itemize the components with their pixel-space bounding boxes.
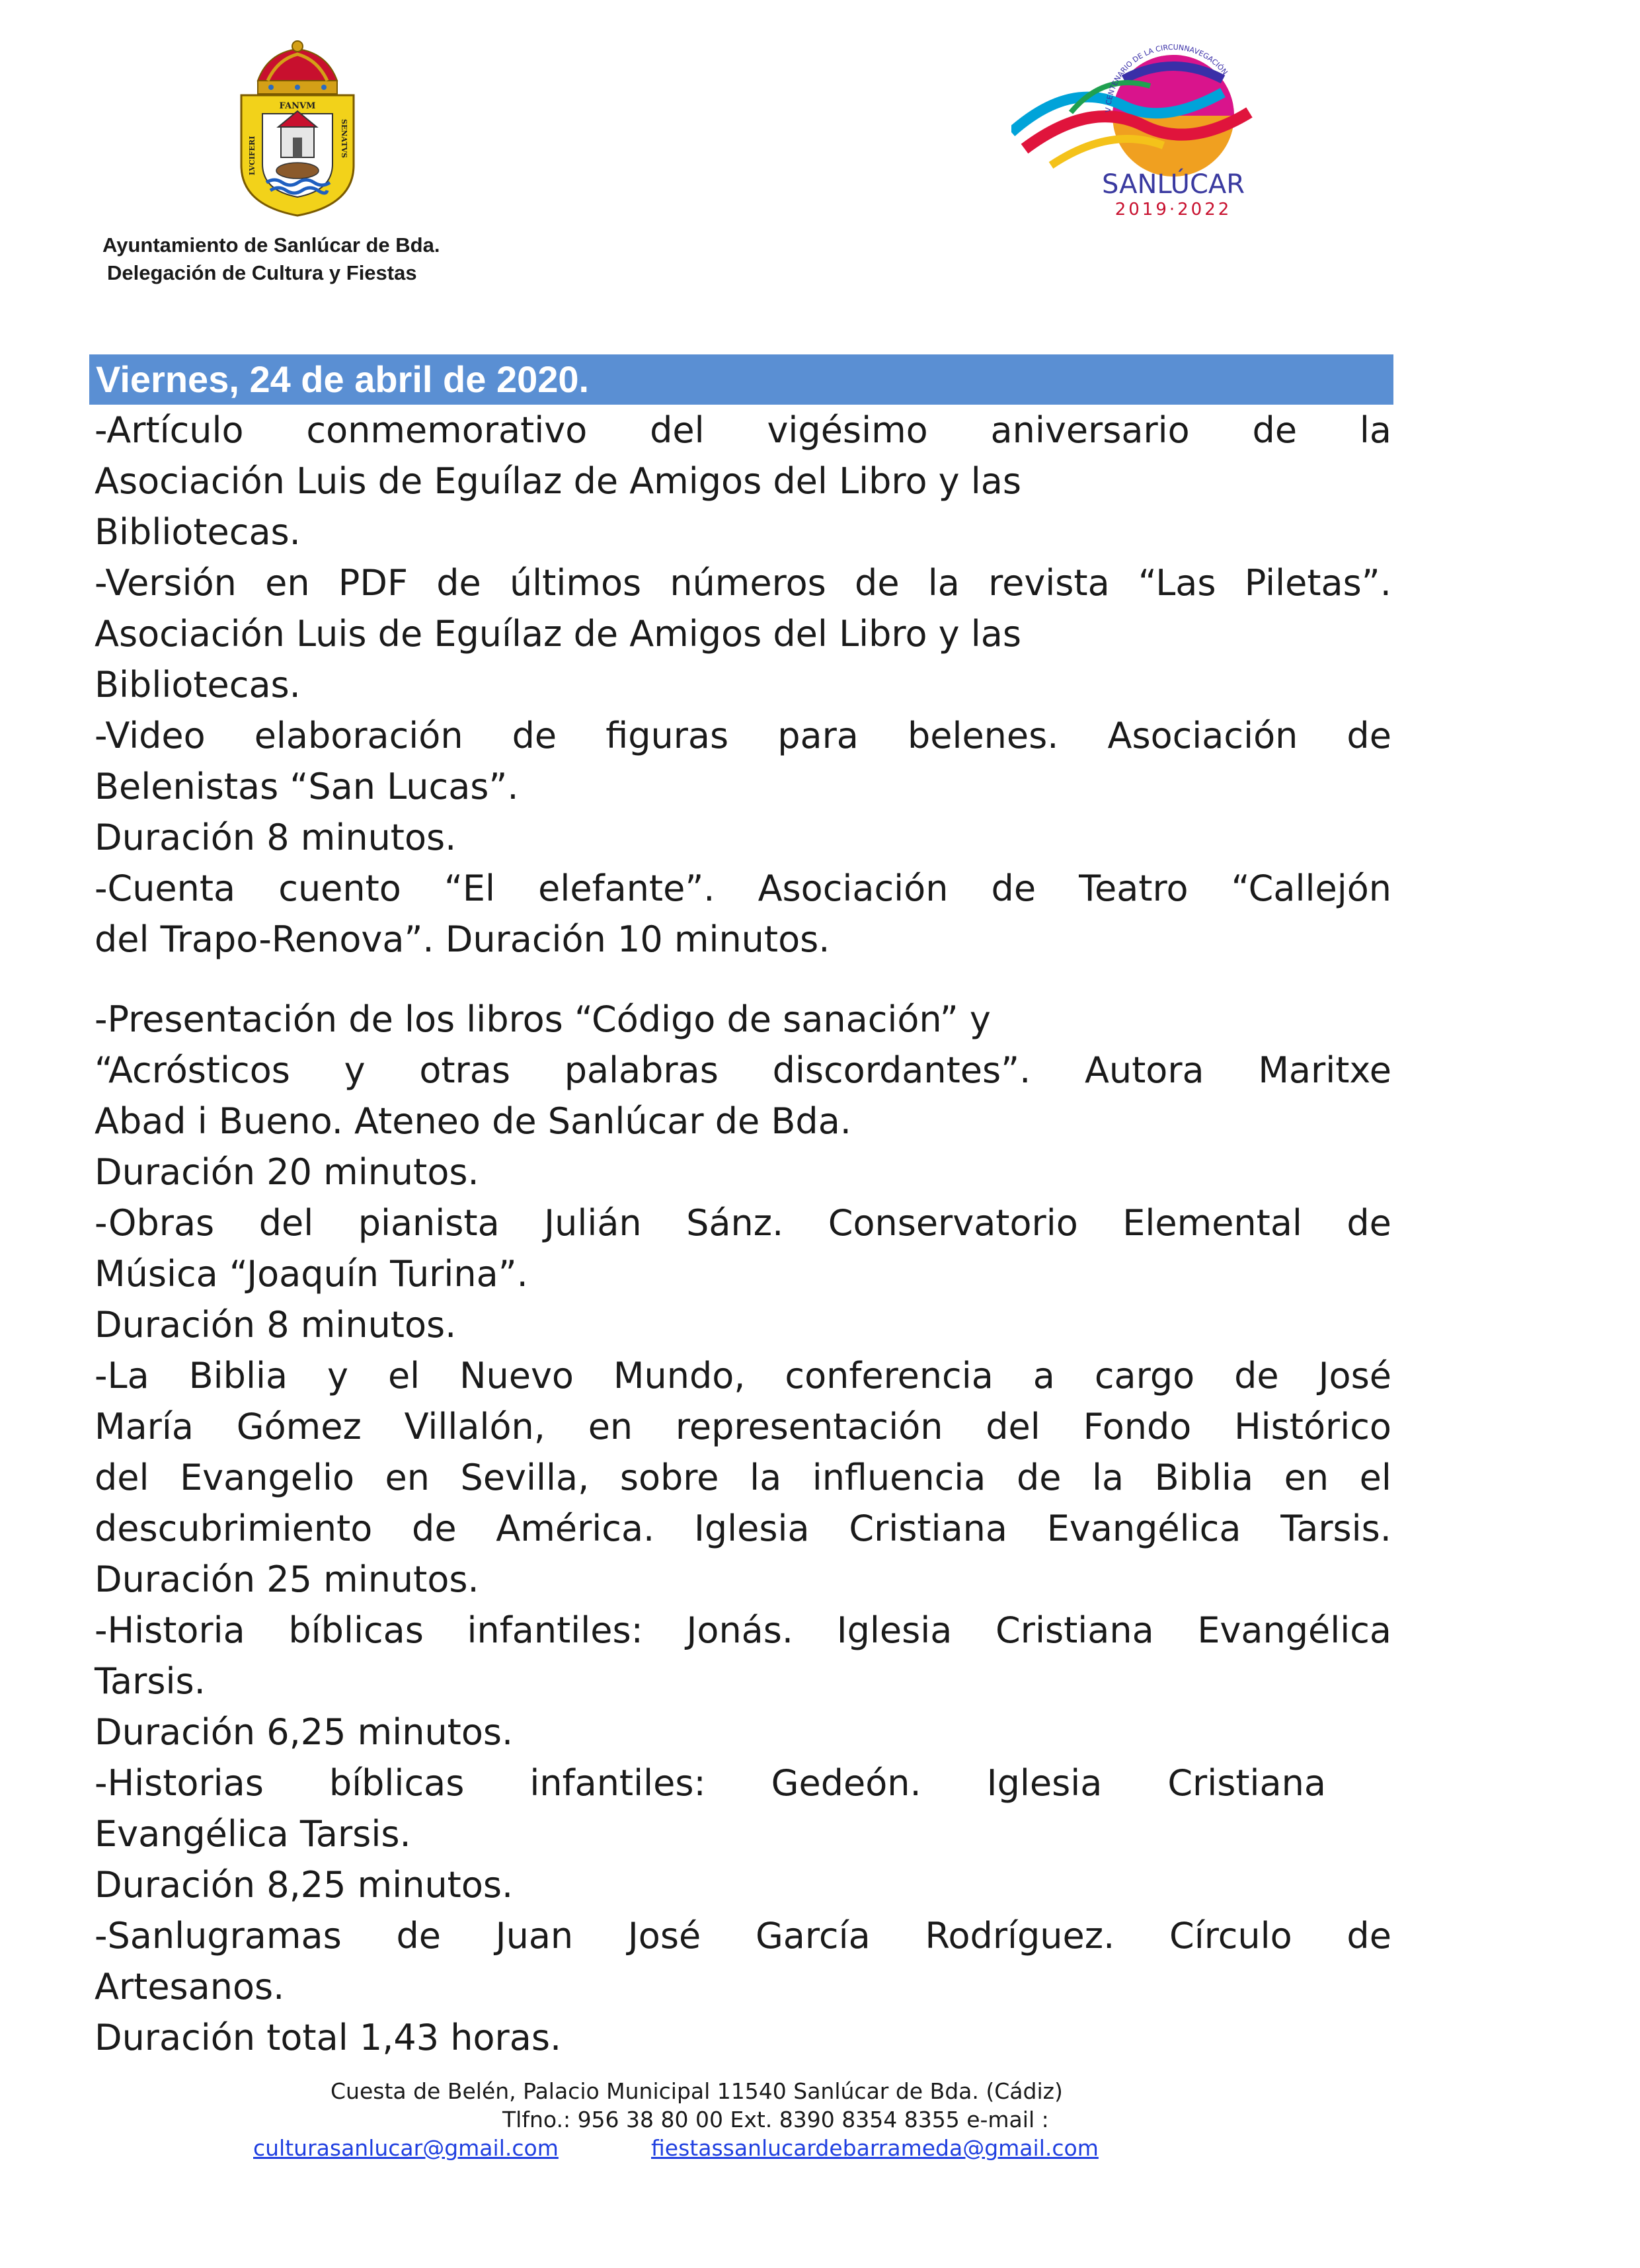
date-heading: Viernes, 24 de abril de 2020. (96, 358, 590, 400)
word: Rodríguez. (925, 1915, 1115, 1957)
word: Tarsis. (1280, 1508, 1391, 1549)
word: en (1284, 1457, 1329, 1498)
word: “El (444, 868, 496, 909)
word: el (1359, 1457, 1391, 1498)
word: Piletas”. (1244, 562, 1391, 604)
word: Julián (544, 1202, 642, 1244)
word: de (1347, 1202, 1391, 1244)
word: cuento (278, 868, 401, 909)
word: -Historia (95, 1609, 245, 1651)
word: Cristiana (996, 1609, 1154, 1651)
word: el (387, 1355, 420, 1397)
word: conmemorativo (306, 409, 588, 451)
word: José (627, 1915, 701, 1957)
text-line (95, 710, 1391, 761)
centenary-logo (1011, 33, 1322, 218)
text-line (95, 1605, 1391, 1656)
word: Juan (495, 1915, 574, 1957)
word: a (1033, 1355, 1055, 1397)
word: Evangelio (180, 1457, 354, 1498)
word: de (396, 1915, 441, 1957)
word: -Artículo (95, 409, 244, 451)
word: -Obras (95, 1202, 215, 1244)
word: la (927, 562, 960, 604)
word: la (1359, 409, 1391, 451)
text-line (95, 1197, 1391, 1248)
word: de (1016, 1457, 1062, 1498)
word: en (588, 1406, 633, 1447)
word: -Historias (95, 1762, 264, 1804)
word: discordantes”. (772, 1049, 1031, 1091)
word: vigésimo (767, 409, 928, 451)
word: José (1318, 1355, 1391, 1397)
word: “Callejón (1231, 868, 1391, 909)
text-line: Duración total 1,43 horas. (95, 2017, 562, 2058)
text-line (95, 1045, 1391, 1096)
word: Teatro (1079, 868, 1189, 909)
text-line (95, 1503, 1391, 1554)
word: Maritxe (1258, 1049, 1391, 1091)
word: números (670, 562, 826, 604)
coat-of-arms-logo (228, 40, 367, 218)
word: en (265, 562, 310, 604)
word: para (777, 715, 859, 756)
word: belenes. (907, 715, 1059, 756)
text-line (95, 1350, 1391, 1401)
word: de (1347, 1915, 1391, 1957)
text-line: Belenistas “San Lucas”. (95, 766, 519, 807)
word: la (1092, 1457, 1124, 1498)
word: palabras (564, 1049, 719, 1091)
paragraph-gap (95, 965, 1391, 994)
word: del (986, 1406, 1040, 1447)
svg-text:LVCIFERI: LVCIFERI (248, 136, 256, 175)
word: Villalón, (404, 1406, 545, 1447)
word: Sánz. (686, 1202, 784, 1244)
word: -Cuenta (95, 868, 236, 909)
word: y (327, 1355, 348, 1397)
word: Sevilla, (460, 1457, 590, 1498)
word: Evangélica (1046, 1508, 1241, 1549)
word: la (750, 1457, 782, 1498)
word: infantiles: (529, 1762, 706, 1804)
word: bíblicas (329, 1762, 465, 1804)
word: Iglesia (836, 1609, 953, 1651)
word: Iglesia (693, 1508, 810, 1549)
text-line: Duración 8 minutos. (95, 1304, 457, 1346)
word: Biblia (188, 1355, 288, 1397)
word: García (755, 1915, 871, 1957)
word: infantiles: (467, 1609, 643, 1651)
text-line: Bibliotecas. (95, 511, 301, 553)
text-line: Asociación Luis de Eguílaz de Amigos del Libro y las (95, 613, 1021, 655)
word: elaboración (254, 715, 463, 756)
word: de (991, 868, 1036, 909)
text-line: Bibliotecas. (95, 664, 301, 706)
footer-address: Cuesta de Belén, Palacio Municipal 11540 Sanlúcar de Bda. (Cádiz) (331, 2078, 1063, 2104)
word: representación (675, 1406, 943, 1447)
word: del (258, 1202, 314, 1244)
word: bíblicas (288, 1609, 424, 1651)
date-banner (89, 354, 1393, 405)
word: de (1252, 409, 1298, 451)
word: Círculo (1169, 1915, 1292, 1957)
text-line: Duración 8 minutos. (95, 817, 457, 858)
text-line (95, 1910, 1391, 1961)
word: de (855, 562, 900, 604)
word: pianista (358, 1202, 500, 1244)
word: Cristiana (849, 1508, 1007, 1549)
word: del (95, 1457, 149, 1498)
word: Cristiana (1167, 1762, 1326, 1804)
word: Gómez (236, 1406, 362, 1447)
word: América. (496, 1508, 655, 1549)
word: conferencia (785, 1355, 994, 1397)
word: influencia (812, 1457, 986, 1498)
word: figuras (605, 715, 729, 756)
word: Jonás. (686, 1609, 794, 1651)
svg-text:FANVM: FANVM (279, 101, 316, 111)
text-line: Duración 6,25 minutos. (95, 1711, 514, 1753)
text-line: Tarsis. (95, 1660, 206, 1702)
word: Nuevo (459, 1355, 574, 1397)
program-list (95, 405, 1391, 2063)
word: de (436, 562, 481, 604)
text-line: Evangélica Tarsis. (95, 1813, 411, 1855)
word: descubrimiento (95, 1508, 373, 1549)
svg-text:SENATVS: SENATVS (340, 119, 348, 158)
text-line: Duración 20 minutos. (95, 1151, 479, 1193)
word: Evangélica (1197, 1609, 1391, 1651)
word: aniversario (990, 409, 1190, 451)
word: de (1347, 715, 1391, 756)
word: y (344, 1049, 366, 1091)
word: “Las (1138, 562, 1216, 604)
word: Gedeón. (771, 1762, 921, 1804)
word: elefante”. (538, 868, 715, 909)
word: Asociación (1107, 715, 1298, 756)
word: cargo (1094, 1355, 1195, 1397)
word: de (412, 1508, 457, 1549)
word: revista (988, 562, 1110, 604)
text-line (95, 557, 1391, 608)
text-line: Duración 8,25 minutos. (95, 1864, 514, 1906)
text-line: Música “Joaquín Turina”. (95, 1253, 528, 1295)
word: PDF (338, 562, 409, 604)
text-line (95, 1452, 1391, 1503)
text-line: Asociación Luis de Eguílaz de Amigos del Libro y las (95, 460, 1021, 502)
word: otras (419, 1049, 510, 1091)
text-line (95, 1758, 1391, 1808)
word: Asociación (758, 868, 949, 909)
word: -La (95, 1355, 149, 1397)
svg-text:SANLÚCAR: SANLÚCAR (1101, 169, 1245, 200)
text-line: -Presentación de los libros “Código de sanación” y (95, 998, 991, 1040)
word: Histórico (1234, 1406, 1391, 1447)
text-line (95, 405, 1391, 456)
svg-text:V CENTENARIO DE LA CIRCUNNAVEG: V CENTENARIO DE LA CIRCUNNAVEGACIÓN (1103, 42, 1230, 113)
email-link-cultura[interactable]: culturasanlucar@gmail.com (253, 2135, 559, 2161)
word: -Versión (95, 562, 237, 604)
word: de (512, 715, 557, 756)
word: -Sanlugramas (95, 1915, 342, 1957)
word: sobre (619, 1457, 719, 1498)
word: Mundo, (613, 1355, 746, 1397)
word: de (1234, 1355, 1279, 1397)
org-name: Ayuntamiento de Sanlúcar de Bda. (102, 233, 440, 257)
word: últimos (509, 562, 642, 604)
word: Autora (1084, 1049, 1204, 1091)
word: del (650, 409, 705, 451)
word: María (95, 1406, 194, 1447)
word: Conservatorio (828, 1202, 1078, 1244)
word: Biblia (1154, 1457, 1254, 1498)
svg-text:2019·2022: 2019·2022 (1114, 200, 1232, 218)
footer-phone: Tlfno.: 956 38 80 00 Ext. 8390 8354 8355 e-mail : (502, 2107, 1049, 2132)
text-line: Abad i Bueno. Ateneo de Sanlúcar de Bda. (95, 1100, 851, 1142)
text-line (95, 1401, 1391, 1452)
word: Elemental (1122, 1202, 1302, 1244)
word: Iglesia (986, 1762, 1103, 1804)
text-line (95, 863, 1391, 914)
word: Fondo (1083, 1406, 1192, 1447)
text-line: del Trapo-Renova”. Duración 10 minutos. (95, 918, 830, 960)
email-link-fiestas[interactable]: fiestassanlucardebarrameda@gmail.com (651, 2135, 1099, 2161)
word: -Video (95, 715, 206, 756)
word: “Acrósticos (95, 1049, 290, 1091)
text-line: Duración 25 minutos. (95, 1559, 479, 1600)
word: en (385, 1457, 430, 1498)
org-department: Delegación de Cultura y Fiestas (107, 261, 417, 284)
text-line: Artesanos. (95, 1966, 285, 2007)
